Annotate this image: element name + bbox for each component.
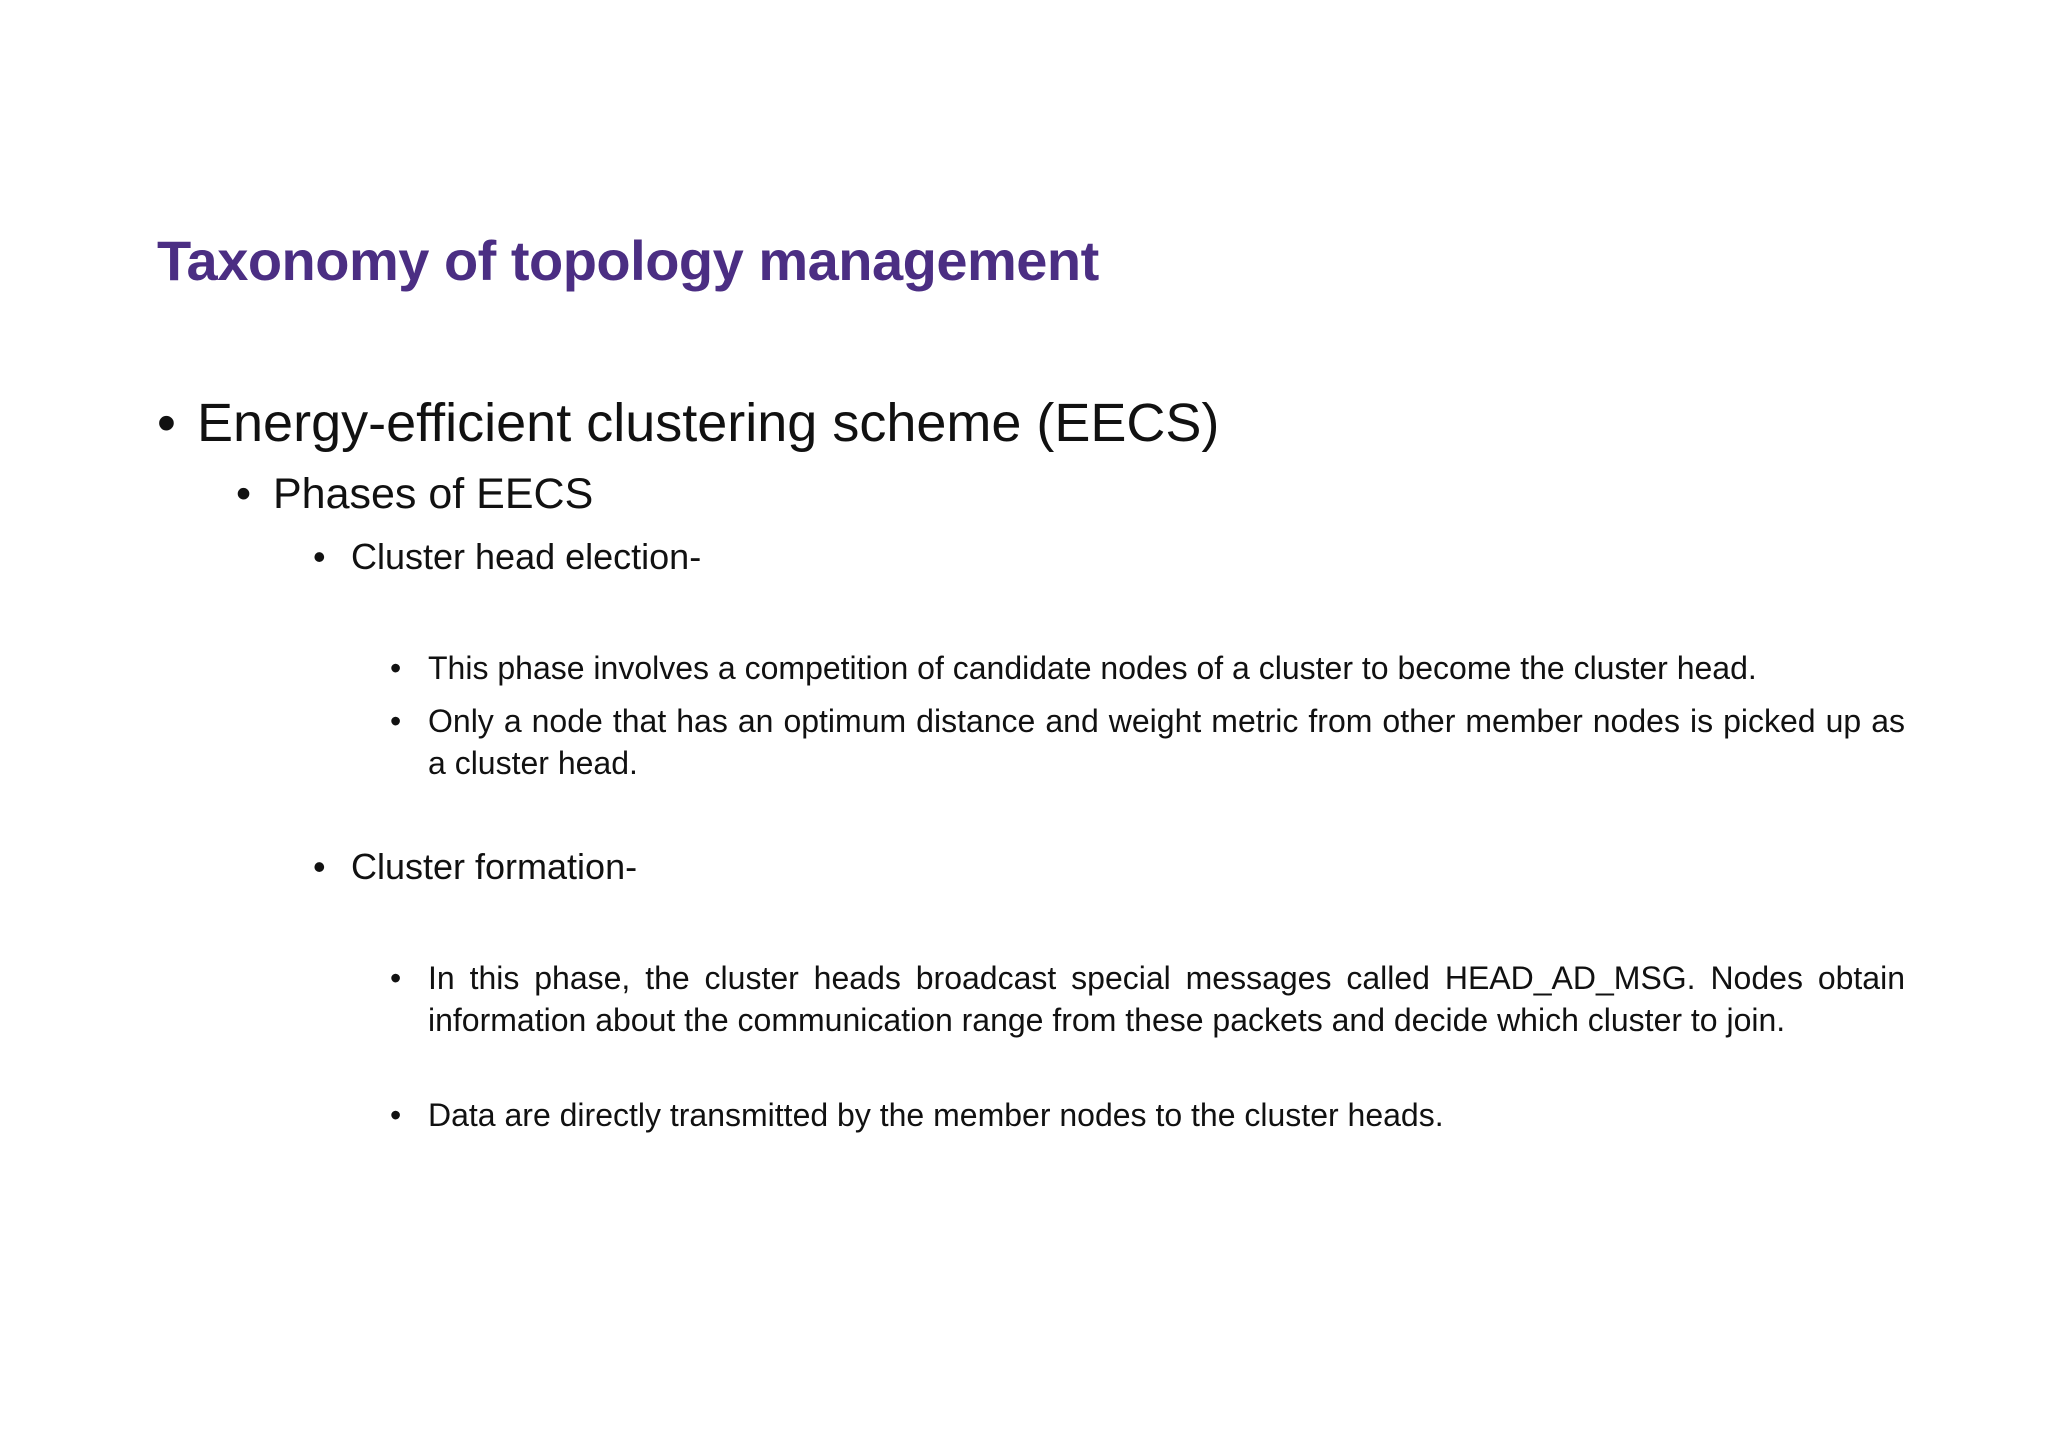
bullet-dot: • [157, 393, 176, 453]
bullet-dot: • [390, 650, 402, 686]
list-item-text: In this phase, the cluster heads broadcast special messages called HEAD_AD_MSG. Nodes obtain information about the communication range from these packets and decide which cluster to join. [428, 960, 1905, 1038]
bullet-phases-text: Phases of EECS [273, 470, 594, 518]
cluster-formation-heading: Cluster formation- [351, 846, 638, 887]
bullet-dot: • [390, 960, 402, 996]
bullet-cluster-head-election [313, 536, 701, 578]
bullet-eecs-text: Energy-efficient clustering scheme (EECS) [197, 393, 1220, 453]
list-item-text: This phase involves a competition of candidate nodes of a cluster to become the cluster head. [428, 650, 1757, 686]
cluster-head-election-heading: Cluster head election- [351, 536, 702, 577]
bullet-dot: • [313, 536, 326, 577]
bullet-dot: • [390, 1097, 402, 1133]
list-item-text: Data are directly transmitted by the member nodes to the cluster heads. [428, 1097, 1444, 1133]
bullet-cluster-formation [313, 846, 637, 888]
slide-title: Taxonomy of topology management [157, 229, 1099, 292]
bullet-dot: • [313, 846, 326, 887]
bullet-eecs [157, 392, 1219, 454]
list-item-text: Only a node that has an optimum distance and weight metric from other member nodes is picked up as a cluster head. [428, 703, 1905, 781]
list-item [390, 700, 1905, 784]
list-item [390, 957, 1905, 1041]
bullet-phases [236, 470, 593, 519]
list-item [390, 1094, 1905, 1136]
bullet-dot: • [390, 703, 402, 739]
bullet-dot: • [236, 470, 252, 518]
list-item [390, 647, 1905, 689]
